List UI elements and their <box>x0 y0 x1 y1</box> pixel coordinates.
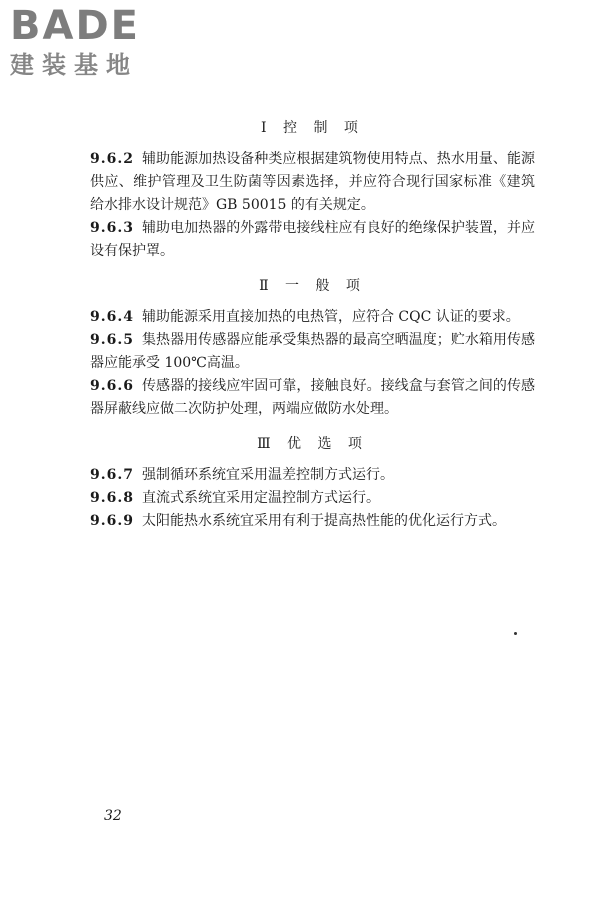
clause-number: 9.6.6 <box>90 378 134 394</box>
clause-text: 辅助电加热器的外露带电接线柱应有良好的绝缘保护装置，并应设有保护罩。 <box>90 220 535 259</box>
clause-text: 直流式系统宜采用定温控制方式运行。 <box>141 490 380 506</box>
clause-9-6-2 <box>90 148 535 217</box>
clause-9-6-6 <box>90 375 535 421</box>
page-number: 32 <box>104 808 122 824</box>
clause-number: 9.6.9 <box>90 513 134 529</box>
document-body <box>90 117 535 545</box>
scan-speck <box>514 632 517 635</box>
clause-text: 集热器用传感器应能承受集热器的最高空晒温度；贮水箱用传感器应能承受 100℃高温。 <box>90 332 535 371</box>
section-general-items <box>90 275 535 421</box>
clause-number: 9.6.5 <box>90 332 134 348</box>
clause-9-6-3 <box>90 217 535 263</box>
clause-9-6-8 <box>90 487 535 510</box>
clause-text: 辅助能源加热设备种类应根据建筑物使用特点、热水用量、能源供应、维护管理及卫生防菌等因素选择，并应符合现行国家标准《建筑给水排水设计规范》GB 50015 的有关规定。 <box>90 151 535 213</box>
clause-number: 9.6.7 <box>90 467 134 483</box>
clause-text: 辅助能源采用直接加热的电热管，应符合 CQC 认证的要求。 <box>141 309 520 325</box>
clause-number: 9.6.4 <box>90 309 134 325</box>
clause-text: 传感器的接线应牢固可靠，接触良好。接线盒与套管之间的传感器屏蔽线应做二次防护处理，两端应做防水处理。 <box>90 378 535 417</box>
logo-brand-text: BADE <box>10 3 140 49</box>
clause-9-6-7 <box>90 464 535 487</box>
section-title: Ⅱ 一 般 项 <box>259 278 366 294</box>
section-title: Ⅲ 优 选 项 <box>257 436 368 452</box>
clause-number: 9.6.8 <box>90 490 134 506</box>
clause-number: 9.6.3 <box>90 220 134 236</box>
clause-9-6-5 <box>90 329 535 375</box>
section-title: Ⅰ 控 制 项 <box>261 120 364 136</box>
clause-9-6-9 <box>90 510 535 533</box>
section-preferred-items <box>90 433 535 533</box>
clause-text: 强制循环系统宜采用温差控制方式运行。 <box>141 467 394 483</box>
clause-number: 9.6.2 <box>90 151 134 167</box>
clause-9-6-4 <box>90 306 535 329</box>
section-control-items <box>90 117 535 263</box>
brand-logo <box>10 4 180 80</box>
logo-subtitle: 建装基地 <box>10 51 138 79</box>
clause-text: 太阳能热水系统宜采用有利于提高热性能的优化运行方式。 <box>141 513 506 529</box>
